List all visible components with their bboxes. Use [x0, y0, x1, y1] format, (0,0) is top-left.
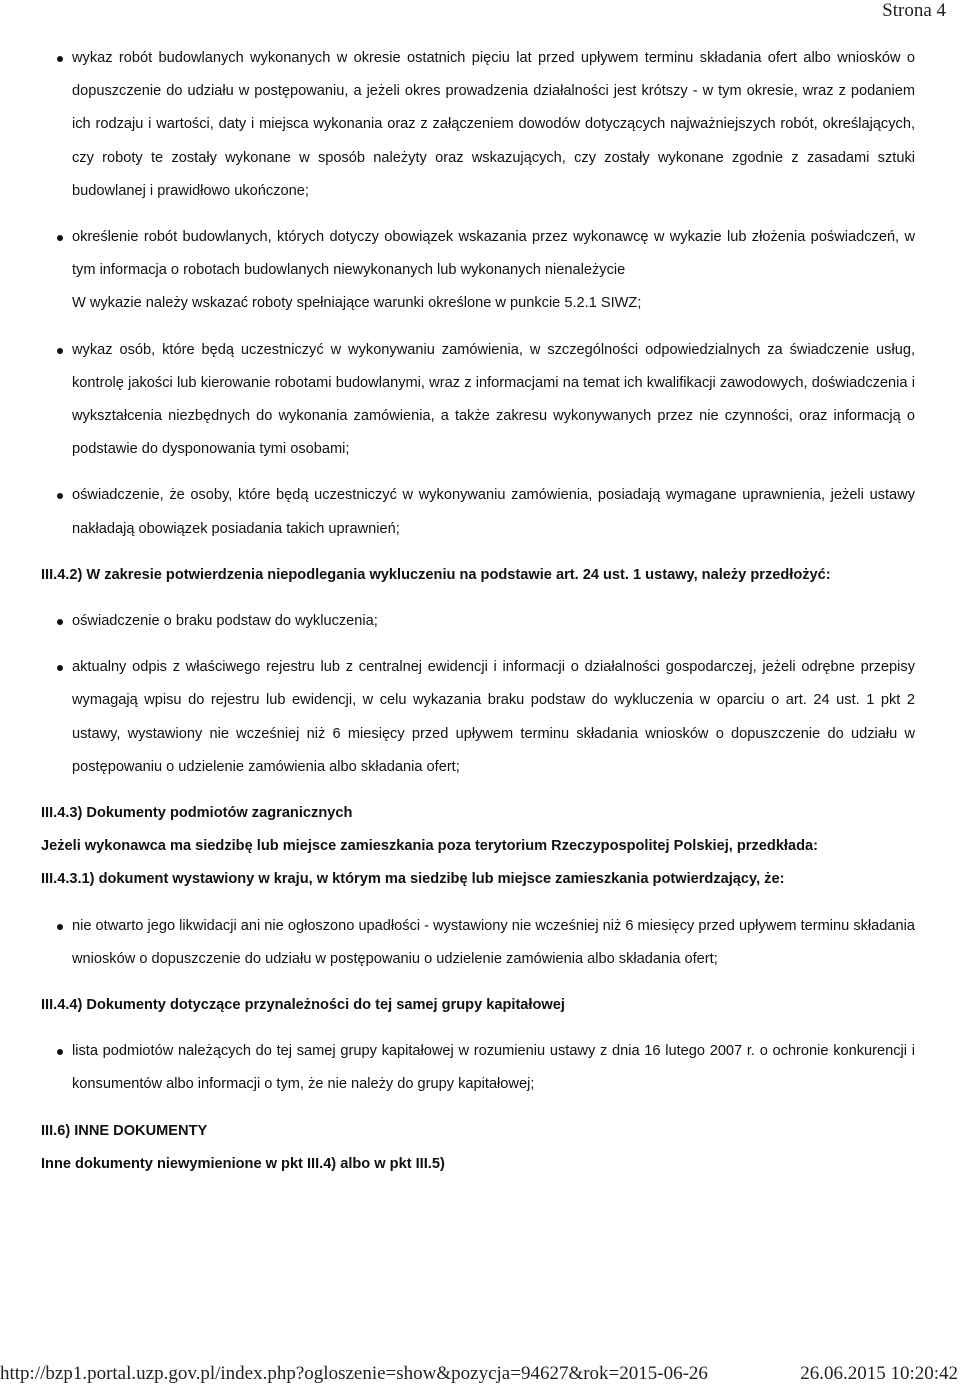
list-item-text: aktualny odpis z właściwego rejestru lub z centralnej ewidencji i informacji o działalności gospodarczej, jeżeli odrębne przepisy wymagają wpisu do rejestru lub ewidencji, w celu wykazania braku podstaw do wykluczenia w oparciu o art. 24 ust. 1 pkt 2 ustawy, wystawiony nie wcześniej niż 6 miesięcy przed upływem terminu składania wniosków o dopuszczenie do udziału w postępowaniu o udzielenie zamówienia albo składania ofert; [72, 659, 915, 775]
list-item [41, 221, 915, 321]
list-item [41, 479, 915, 545]
section-subheading: Jeżeli wykonawca ma siedzibę lub miejsce zamieszkania poza terytorium Rzeczypospolitej Polskiej, przedkłada: [41, 838, 818, 855]
footer-datetime: 26.06.2015 10:20:42 [800, 1363, 958, 1384]
list-item-text: nie otwarto jego likwidacji ani nie ogłoszono upadłości - wystawiony nie wcześniej niż 6 miesięcy przed upływem terminu składania wniosków o dopuszczenie do udziału w postępowaniu o udzielenie zamówienia albo składania ofert; [72, 917, 915, 967]
bullet-icon [57, 1049, 63, 1055]
bullet-icon [57, 924, 63, 930]
section-subheading: III.4.3.1) dokument wystawiony w kraju, w którym ma siedzibę lub miejsce zamieszkania potwierdzający, że: [41, 871, 785, 888]
list-item [41, 334, 915, 467]
list-item-text: wykaz osób, które będą uczestniczyć w wykonywaniu zamówienia, w szczególności odpowiedzialnych za świadczenie usług, kontrolę jakości lub kierowanie robotami budowlanymi, wraz z informacjami na temat ich kwalifikacji zawodowych, doświadczenia i wykształcenia niezbędnych do wykonania zamówienia, a także zakresu wykonywanych przez nie czynności, oraz informacją o podstawie do dysponowania tymi osobami; [72, 341, 915, 458]
list-item-text: lista podmiotów należących do tej samej grupy kapitałowej w rozumieniu ustawy z dnia 16 lutego 2007 r. o ochronie konkurencji i konsumentów albo informacji o tym, że nie należy do grupy kapitałowej; [72, 1043, 915, 1093]
list-item [41, 42, 915, 208]
list-item-text: wykaz robót budowlanych wykonanych w okresie ostatnich pięciu lat przed upływem terminu składania ofert albo wniosków o dopuszczenie do udziału w postępowaniu, a jeżeli okres prowadzenia działalności jest krótszy - w tym okresie, wraz z podaniem ich rodzaju i wartości, daty i miejsca wykonania oraz z załączeniem dowodów dotyczących najważniejszych robót, określających, czy roboty te zostały wykonane w sposób należyty oraz wskazujących, czy zostały wykonane zgodnie z zasadami sztuki budowlanej i prawidłowo ukończone; [72, 50, 915, 199]
section-heading: III.4.4) Dokumenty dotyczące przynależności do tej samej grupy kapitałowej [41, 997, 565, 1014]
list-item [41, 1035, 915, 1101]
list-item-text: określenie robót budowlanych, których dotyczy obowiązek wskazania przez wykonawcę w wykazie lub złożenia poświadczeń, w tym informacja o robotach budowlanych niewykonanych lub wykonanych nienależycie [72, 229, 915, 279]
section-subheading: Inne dokumenty niewymienione w pkt III.4) albo w pkt III.5) [41, 1155, 445, 1172]
bullet-icon [57, 235, 63, 241]
section-heading: III.4.3) Dokumenty podmiotów zagranicznych [41, 805, 353, 822]
list-item [41, 910, 915, 976]
section-heading: III.4.2) W zakresie potwierdzenia niepodlegania wykluczeniu na podstawie art. 24 ust. 1 ustawy, należy przedłożyć: [41, 566, 831, 583]
page-number: Strona 4 [882, 0, 946, 21]
document-body [41, 42, 915, 1181]
bullet-icon [57, 348, 63, 354]
list-item-text: oświadczenie o braku podstaw do wykluczenia; [72, 613, 378, 630]
footer-url[interactable]: http://bzp1.portal.uzp.gov.pl/index.php?ogloszenie=show&pozycja=94627&rok=2015-06-26 [0, 1363, 708, 1384]
bullet-icon [57, 56, 63, 62]
bullet-icon [57, 665, 63, 671]
section-heading: III.6) INNE DOKUMENTY [41, 1122, 208, 1139]
bullet-icon [57, 493, 63, 499]
list-item-note: W wykazie należy wskazać roboty spełniające warunki określone w punkcie 5.2.1 SIWZ; [72, 295, 642, 312]
list-item-text: oświadczenie, że osoby, które będą uczestniczyć w wykonywaniu zamówienia, posiadają wymagane uprawnienia, jeżeli ustawy nakładają obowiązek posiadania takich uprawnień; [72, 487, 915, 537]
list-item [41, 605, 915, 638]
list-item [41, 651, 915, 784]
bullet-icon [57, 619, 63, 625]
